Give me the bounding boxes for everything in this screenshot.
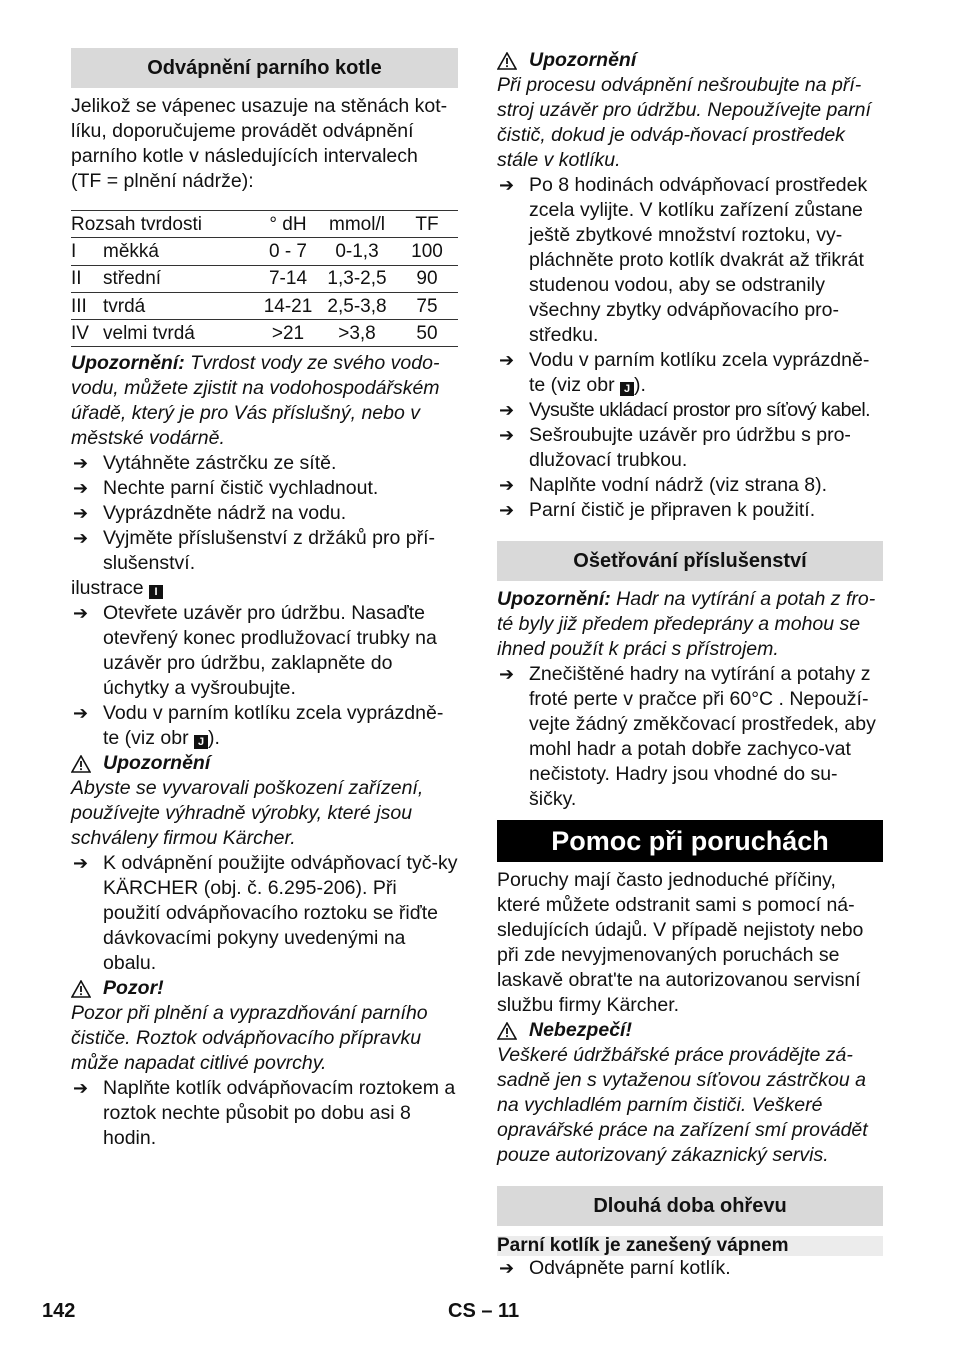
list-item: ➔ K odvápnění použijte odvápňovací tyč-ky KÄRCHER (obj. č. 6.295-206). Při použití odvápňovacího roztoku se řiďte dávkovacími pokyny uvedenými na obalu. <box>73 852 458 975</box>
chapter-heading-troubleshooting: Pomoc při poruchách <box>497 820 883 862</box>
warning-triangle-icon <box>497 1022 517 1040</box>
warning-text: Abyste se vyvarovali poškození zařízení, používejte výhradně výrobky, které jsou schváleny firmou Kärcher. <box>71 777 424 850</box>
arrow-right-icon: ➔ <box>73 703 89 724</box>
arrow-right-icon: ➔ <box>499 175 515 195</box>
steps-list <box>497 173 883 523</box>
danger-title: Nebezpečí! <box>497 1018 883 1043</box>
warning-triangle-icon <box>71 980 91 998</box>
col-header-dh: ° dH <box>258 211 318 238</box>
caution-title: Pozor! <box>71 976 458 1001</box>
arrow-right-icon: ➔ <box>73 453 89 474</box>
warning-text: Při procesu odvápnění nešroubujte na pří-stroj uzávěr pro údržbu. Nepoužívejte parní čistič, dokud je odváp-ňovací prostředek stále v kotlíku. <box>497 74 871 171</box>
steps-list <box>497 1256 883 1281</box>
list-item: ➔ Vodu v parním kotlíku zcela vyprázdně-te (viz obr J ). <box>73 702 444 750</box>
table-row: II střední 7-14 1,3-2,5 90 <box>71 265 458 292</box>
list-item: ➔ Vyprázdněte nádrž na vodu. <box>73 502 347 525</box>
arrow-right-icon: ➔ <box>73 603 89 624</box>
arrow-right-icon: ➔ <box>499 475 515 495</box>
col-header-tf: TF <box>396 211 458 238</box>
list-item: ➔ Sešroubujte uzávěr pro údržbu s pro-dlužovací trubkou. <box>499 424 851 471</box>
arrow-right-icon: ➔ <box>499 350 515 370</box>
steps-list <box>71 1076 458 1151</box>
list-item: ➔ Vytáhněte zástrčku ze sítě. <box>73 452 337 475</box>
table-row: I měkká 0 - 7 0-1,3 100 <box>71 238 458 265</box>
page-number: 142 <box>42 1300 76 1322</box>
table-header-row <box>71 211 458 238</box>
sub-heading-scaled-boiler: Parní kotlík je zanešený vápnem <box>497 1236 883 1256</box>
col-header-range: Rozsah tvrdosti <box>71 211 258 238</box>
col-header-mmol: mmol/l <box>318 211 396 238</box>
descaling-intro: Jelikož se vápenec usazuje na stěnách kot- líku, doporučujeme provádět odvápnění parního kotle v následujících intervalech (TF = plnění nádrže): <box>71 95 448 192</box>
list-item: ➔ Po 8 hodinách odvápňovací prostředek zcela vylijte. V kotlíku zařízení zůstane ještě zbytkové množství roztoku, vy-pláchněte proto kotlík dvakrát až třikrát studenou vodou, aby se odstranily všechny zbytky odvápňovacího pro-středku. <box>499 174 868 346</box>
list-item: ➔ Parní čistič je připraven k použití. <box>499 499 816 521</box>
arrow-right-icon: ➔ <box>499 400 514 420</box>
list-item: ➔ Vyjměte příslušenství z držáků pro pří-slušenství. <box>73 527 435 575</box>
illustration-ref: ilustrace I <box>71 576 458 601</box>
warning-title: Upozornění <box>71 751 458 776</box>
arrow-right-icon: ➔ <box>499 425 515 445</box>
steps-list <box>497 662 883 812</box>
list-item: ➔ Znečištěné hadry na vytírání a potahy z froté perte v pračce při 60°C . Nepouží-vejte žádný změkčovací prostředek, aby mohl hadr a potah dobře zachyco-vat nečistoty. Hadry jsou vhodné do su-šičky. <box>499 663 876 810</box>
section-heading-accessories: Ošetřování příslušenství <box>497 541 883 581</box>
table-row: IV velmi tvrdá >21 >3,8 50 <box>71 320 458 347</box>
accessories-note: Upozornění: Hadr na vytírání a potah z fro-té byly již předem předeprány a mohou se ihned použít k práci s přístrojem. <box>497 588 876 660</box>
arrow-right-icon: ➔ <box>73 478 89 499</box>
warning-triangle-icon <box>497 52 517 70</box>
arrow-right-icon: ➔ <box>73 503 89 524</box>
hardness-table <box>71 210 458 347</box>
troubleshooting-intro: Poruchy mají často jednoduché příčiny, které můžete odstranit sami s pomocí ná-sledujících údajů. V případě nejistoty nebo při zde nevyjmenovaných poruchách se laskavě obrat'te na autorizovanou servisní službu firmy Kärcher. <box>497 869 864 1016</box>
steps-list <box>71 851 458 976</box>
warning-triangle-icon <box>71 755 91 773</box>
figure-symbol-icon: I <box>149 585 163 599</box>
table-row: III tvrdá 14-21 2,5-3,8 75 <box>71 292 458 319</box>
list-item: ➔ Otevřete uzávěr pro údržbu. Nasaďte otevřený konec prodlužovací trubky na uzávěr pro údržbu, zaklapněte do úchytky a vyšroubujte. <box>73 602 437 700</box>
water-hardness-note: Upozornění: Tvrdost vody ze svého vodo-vodu, můžete zjistit na vodohospodářském úřadě, který je pro Vás příslušný, nebo v městské vodárně. <box>71 352 440 450</box>
arrow-right-icon: ➔ <box>499 500 515 520</box>
list-item: ➔ Odvápněte parní kotlík. <box>499 1257 731 1279</box>
section-heading-long-heating: Dlouhá doba ohřevu <box>497 1186 883 1226</box>
arrow-right-icon: ➔ <box>73 853 89 874</box>
list-item: ➔ Nechte parní čistič vychladnout. <box>73 477 379 500</box>
arrow-right-icon: ➔ <box>73 1078 89 1099</box>
right-column <box>497 48 883 1281</box>
left-column <box>71 48 458 1151</box>
arrow-right-icon: ➔ <box>499 664 515 684</box>
steps-list <box>71 451 458 576</box>
section-heading-descaling: Odvápnění parního kotle <box>71 48 458 88</box>
figure-symbol-icon: J <box>194 735 208 749</box>
list-item: ➔ Vodu v parním kotlíku zcela vyprázdně-te (viz obr J ). <box>499 349 870 396</box>
caution-text: Pozor při plnění a vyprazdňování parního čističe. Roztok odvápňovacího přípravku může napadat citlivé povrchy. <box>71 1002 428 1075</box>
list-item: ➔ Naplňte kotlík odvápňovacím roztokem a roztok nechte působit po dobu asi 8 hodin. <box>73 1077 456 1150</box>
list-item: ➔ Vysušte ukládací prostor pro síťový kabel. <box>499 399 871 421</box>
danger-text: Veškeré údržbářské práce provádějte zá-sadně jen s vytaženou síťovou zástrčkou a na vychladlém parním čističi. Veškeré opravářské práce na zařízení smí provádět pouze autorizovaný zákaznický servis. <box>497 1044 868 1166</box>
arrow-right-icon: ➔ <box>73 528 89 549</box>
warning-title: Upozornění <box>497 48 883 73</box>
list-item: ➔ Naplňte vodní nádrž (viz strana 8). <box>499 474 828 496</box>
section-label: CS – 11 <box>448 1300 520 1322</box>
arrow-right-icon: ➔ <box>499 1258 515 1278</box>
steps-list <box>71 601 458 751</box>
figure-symbol-icon: J <box>620 382 634 396</box>
